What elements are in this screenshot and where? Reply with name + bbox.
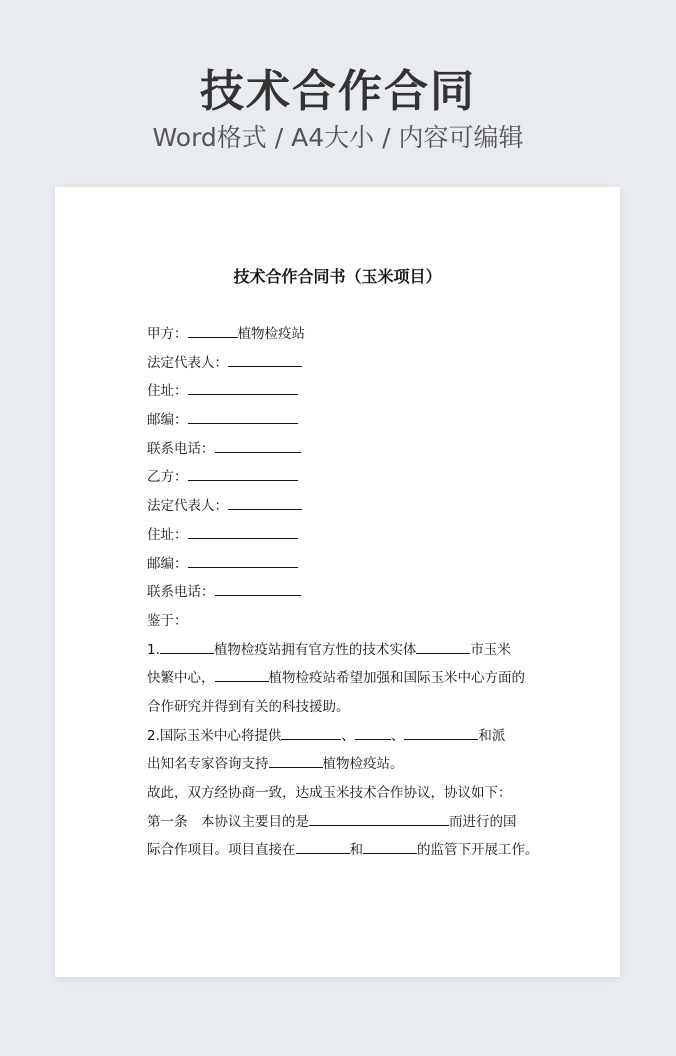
phone-b-label: 联系电话：: [147, 584, 215, 601]
legal-rep-b-line: [147, 492, 547, 521]
clause-2-text: 出知名专家咨询支持: [147, 756, 269, 773]
article-1-text: 第一条 本协议主要目的是: [147, 813, 309, 830]
blank-field[interactable]: [404, 724, 478, 740]
blank-field[interactable]: [215, 580, 301, 596]
postcode-b-line: [147, 550, 547, 579]
article-1-text: 际合作项目。项目直接在: [147, 842, 296, 859]
article-1-line-2: [147, 836, 547, 865]
legal-rep-b-label: 法定代表人：: [147, 498, 228, 515]
clause-2-line-1: [147, 722, 547, 751]
blank-field[interactable]: [309, 810, 449, 826]
whereas-label: 鉴于：: [147, 612, 188, 629]
clause-1-line-1: [147, 636, 547, 665]
party-a-label: 甲方：: [147, 326, 188, 342]
party-b-line: [147, 463, 547, 492]
blank-field[interactable]: [188, 552, 298, 568]
document-page: [55, 187, 620, 977]
postcode-b-label: 邮编：: [147, 555, 188, 572]
article-1-text: 和: [349, 842, 363, 859]
blank-field[interactable]: [188, 523, 298, 539]
party-a-suffix: 植物检疫站: [237, 326, 305, 342]
blank-field[interactable]: [188, 322, 238, 338]
agreement-intro-text: 故此，双方经协商一致，达成玉米技术合作协议，协议如下：: [147, 785, 512, 801]
blank-field[interactable]: [363, 838, 417, 854]
clause-1-line-2: [147, 664, 547, 693]
separator: 、: [341, 727, 355, 744]
address-a-label: 住址：: [147, 383, 188, 400]
clause-1-line-3: [147, 693, 547, 722]
phone-b-line: [147, 578, 547, 607]
document-body: [147, 320, 547, 865]
blank-field[interactable]: [215, 666, 269, 682]
page-subtitle: Word格式 / A4大小 / 内容可编辑: [152, 123, 524, 152]
party-b-label: 乙方：: [147, 469, 188, 486]
blank-field[interactable]: [355, 724, 391, 740]
clause-1-number: 1.: [147, 641, 160, 658]
legal-rep-a-line: [147, 349, 547, 378]
clause-2-text: 植物检疫站。: [322, 756, 404, 773]
blank-field[interactable]: [188, 465, 298, 481]
address-b-line: [147, 521, 547, 550]
clause-1-text: 合作研究并得到有关的科技援助。: [147, 698, 350, 715]
document-title: 技术合作合同书（玉米项目）: [233, 267, 442, 286]
blank-field[interactable]: [215, 437, 301, 453]
blank-field[interactable]: [228, 494, 302, 510]
blank-field[interactable]: [416, 638, 470, 654]
whereas-line: [147, 607, 547, 636]
blank-field[interactable]: [269, 752, 323, 768]
postcode-a-label: 邮编：: [147, 412, 188, 429]
phone-a-line: [147, 435, 547, 464]
blank-field[interactable]: [160, 638, 214, 654]
address-b-label: 住址：: [147, 526, 188, 543]
clause-1-text: 快繁中心，: [147, 670, 215, 687]
clause-1-text: 植物检疫站拥有官方性的技术实体: [213, 641, 417, 658]
blank-field[interactable]: [281, 724, 341, 740]
legal-rep-a-label: 法定代表人：: [147, 354, 228, 371]
phone-a-label: 联系电话：: [147, 440, 215, 457]
article-1-line-1: [147, 808, 547, 837]
article-1-text: 的监管下开展工作。: [417, 842, 539, 859]
clause-1-text: 植物检疫站希望加强和国际玉米中心方面的: [268, 670, 525, 687]
clause-1-text: 市玉米: [470, 641, 511, 658]
article-1-text: 而进行的国: [449, 813, 517, 830]
address-a-line: [147, 377, 547, 406]
blank-field[interactable]: [188, 379, 298, 395]
blank-field[interactable]: [188, 408, 298, 424]
clause-2-text: 和派: [478, 727, 506, 744]
agreement-intro: [147, 779, 547, 808]
blank-field[interactable]: [296, 838, 350, 854]
blank-field[interactable]: [228, 351, 302, 367]
postcode-a-line: [147, 406, 547, 435]
party-a-line: [147, 320, 547, 349]
page-title: 技术合作合同: [200, 66, 476, 117]
clause-2-text: 2.国际玉米中心将提供: [147, 727, 282, 744]
separator: 、: [390, 727, 405, 744]
clause-2-line-2: [147, 750, 547, 779]
